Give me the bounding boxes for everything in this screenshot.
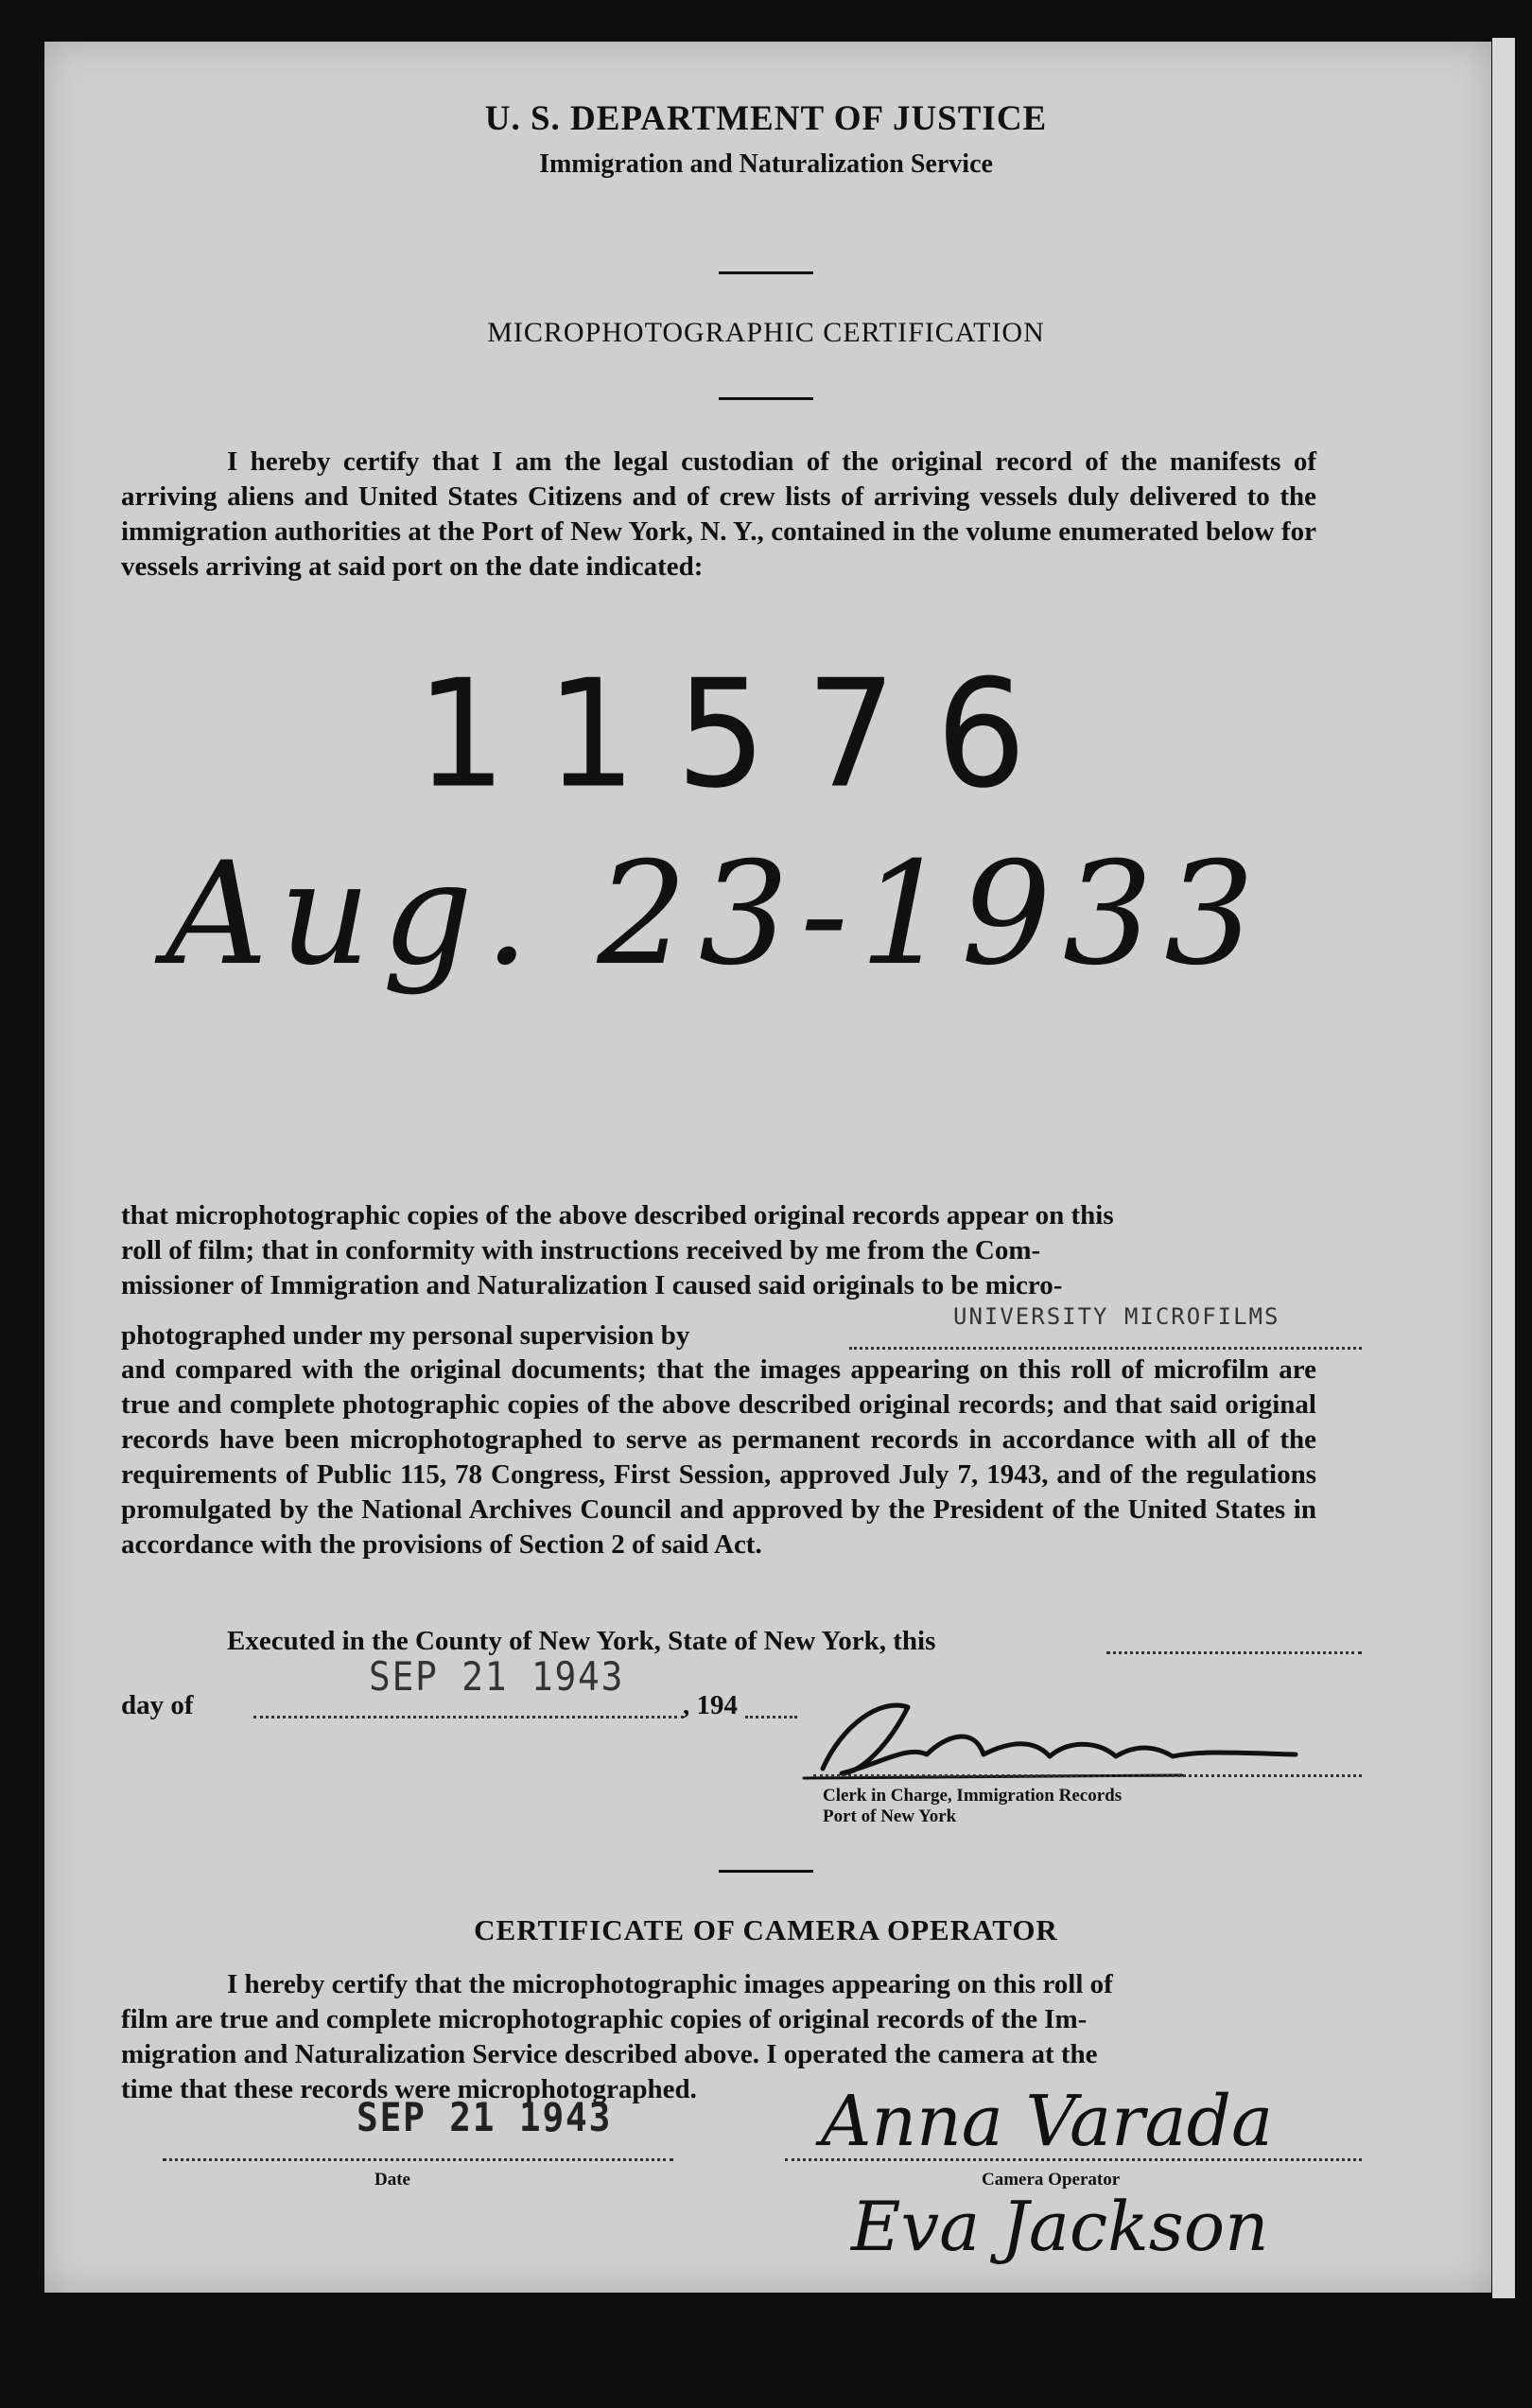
para2-line2: roll of film; that in conformity with instructions received by me from the Com- (121, 1235, 1041, 1265)
supervisor-stamp: UNIVERSITY MICROFILMS (953, 1303, 1280, 1330)
second-signature: Eva Jackson (851, 2187, 1269, 2266)
film-edge (1492, 38, 1515, 2298)
executed-text: Executed in the County of New York, State of New York, this (227, 1626, 936, 1656)
camera-date-stamp: SEP 21 1943 (357, 2094, 613, 2140)
handwritten-volume-number: 11576 (416, 648, 1067, 822)
camera-line-3: migration and Naturalization Service described above. I operated the camera at the (121, 2039, 1098, 2069)
camera-certificate-title: CERTIFICATE OF CAMERA OPERATOR (474, 1913, 1058, 1946)
camera-date-label: Date (374, 2170, 410, 2190)
signer-title: Clerk in Charge, Immigration Records (823, 1786, 1123, 1806)
day-line (1106, 1651, 1362, 1654)
certification-title: MICROPHOTOGRAPHIC CERTIFICATION (487, 317, 1045, 348)
divider (719, 397, 813, 400)
supervisor-line (849, 1347, 1362, 1350)
camera-line-2: film are true and complete microphotographic copies of original records of the Im- (121, 2004, 1088, 2034)
day-of-label: day of (121, 1690, 194, 1720)
service-subheading: Immigration and Naturalization Service (539, 149, 993, 179)
para2-rest: and compared with the original documents; that the images appearing on this roll of microfilm are true and complete photographic copies of the above described original records; and that said original records have been microphotographed to serve as permanent records in accordance with all of the requirements of Public 115, 78 Congress, First Session, approved July 7, 1943, and of the regulations promulgated by the National Archives Council and approved by the President of the United States in accordance with the provisions of Section 2 of said Act. (121, 1354, 1316, 1560)
intro-paragraph: I hereby certify that I am the legal custodian of the original record of the manifests of arriving aliens and United States Citizens and of crew lists of arriving vessels duly delivered to the immigration authorities at the Port of New York, N. Y., contained in the volume enumerated below for vessels arriving at said port on the date indicated: (121, 446, 1316, 582)
camera-date-line (163, 2158, 673, 2161)
document-page (44, 42, 1491, 2293)
signer-location: Port of New York (823, 1806, 957, 1826)
operator-label: Camera Operator (982, 2170, 1121, 2190)
para2-line1: that microphotographic copies of the above described original records appear on this (121, 1200, 1114, 1230)
para2-by-prefix: photographed under my personal supervision by (121, 1320, 690, 1351)
camera-line-1: I hereby certify that the microphotographic images appearing on this roll of (227, 1969, 1113, 1999)
camera-line-4: time that these records were microphotographed. (121, 2074, 697, 2104)
signature-line (813, 1774, 1362, 1777)
handwritten-volume-date: Aug. 23-1933 (165, 832, 1266, 997)
divider (719, 1870, 813, 1873)
para2-line3: missioner of Immigration and Naturalization I caused said originals to be micro- (121, 1270, 1063, 1300)
operator-line (785, 2158, 1362, 2161)
department-heading: U. S. DEPARTMENT OF JUSTICE (484, 99, 1048, 138)
divider (719, 271, 813, 274)
date-stamp: SEP 21 1943 (369, 1653, 625, 1700)
year-prefix: , 194 (683, 1690, 738, 1720)
month-line (253, 1716, 684, 1719)
operator-signature: Anna Varada (821, 2081, 1274, 2162)
